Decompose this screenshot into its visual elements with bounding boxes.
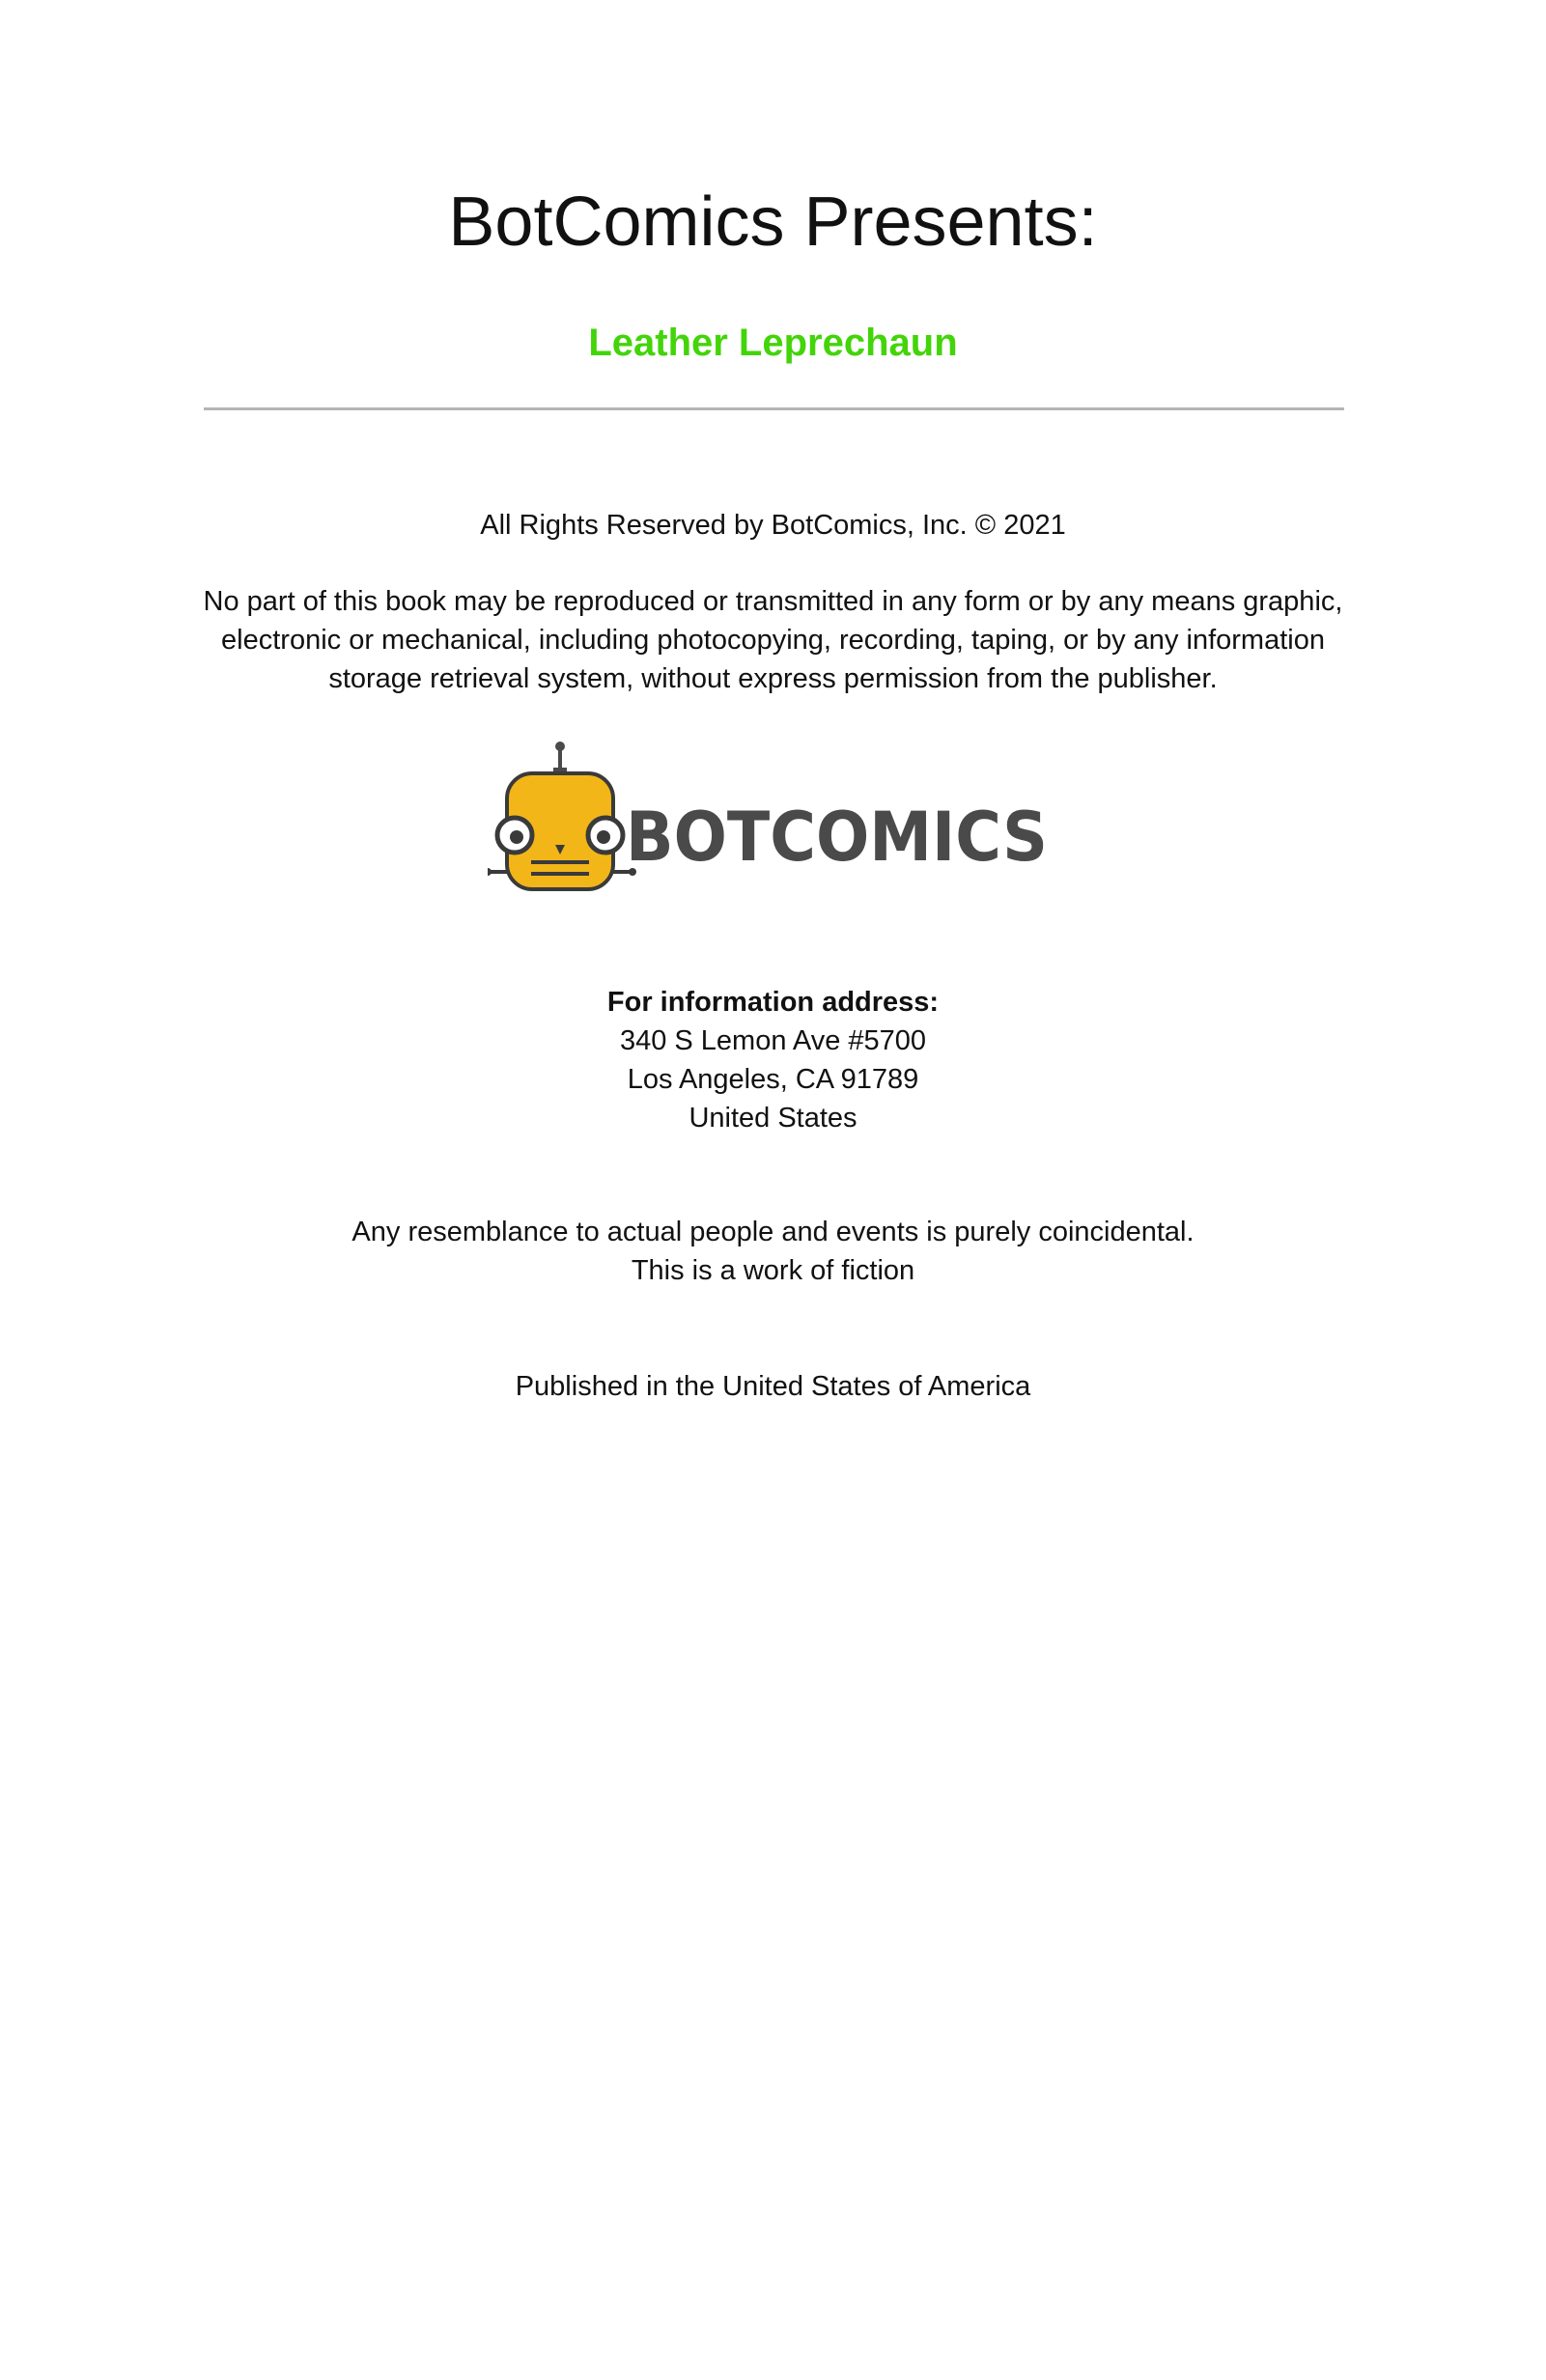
disclaimer-line: This is a work of fiction: [631, 1255, 915, 1286]
address-line: United States: [689, 1103, 857, 1134]
notice-line: No part of this book may be reproduced or transmitted in any form or by any means graphic,: [203, 586, 1343, 617]
rights-statement: All Rights Reserved by BotComics, Inc. © 2021: [480, 510, 1066, 541]
notice-line: electronic or mechanical, including photocopying, recording, taping, or by any information: [221, 625, 1325, 656]
published-statement: Published in the United States of America: [515, 1371, 1031, 1402]
reproduction-notice: [0, 582, 1546, 698]
book-title: Leather Leprechaun: [588, 322, 958, 364]
address-line: 340 S Lemon Ave #5700: [619, 1025, 927, 1056]
notice-line: storage retrieval system, without express permission from the publisher.: [328, 663, 1218, 694]
botcomics-logo: [488, 739, 1057, 903]
logo-wordmark: BOTCOMICS: [626, 798, 1048, 877]
divider: [204, 407, 1344, 410]
address-line: Los Angeles, CA 91789: [627, 1064, 919, 1095]
disclaimer-line: Any resemblance to actual people and events is purely coincidental.: [351, 1217, 1195, 1247]
robot-head-icon: [488, 739, 1057, 903]
page-title: BotComics Presents:: [448, 183, 1098, 261]
address-heading: For information address:: [606, 987, 940, 1018]
